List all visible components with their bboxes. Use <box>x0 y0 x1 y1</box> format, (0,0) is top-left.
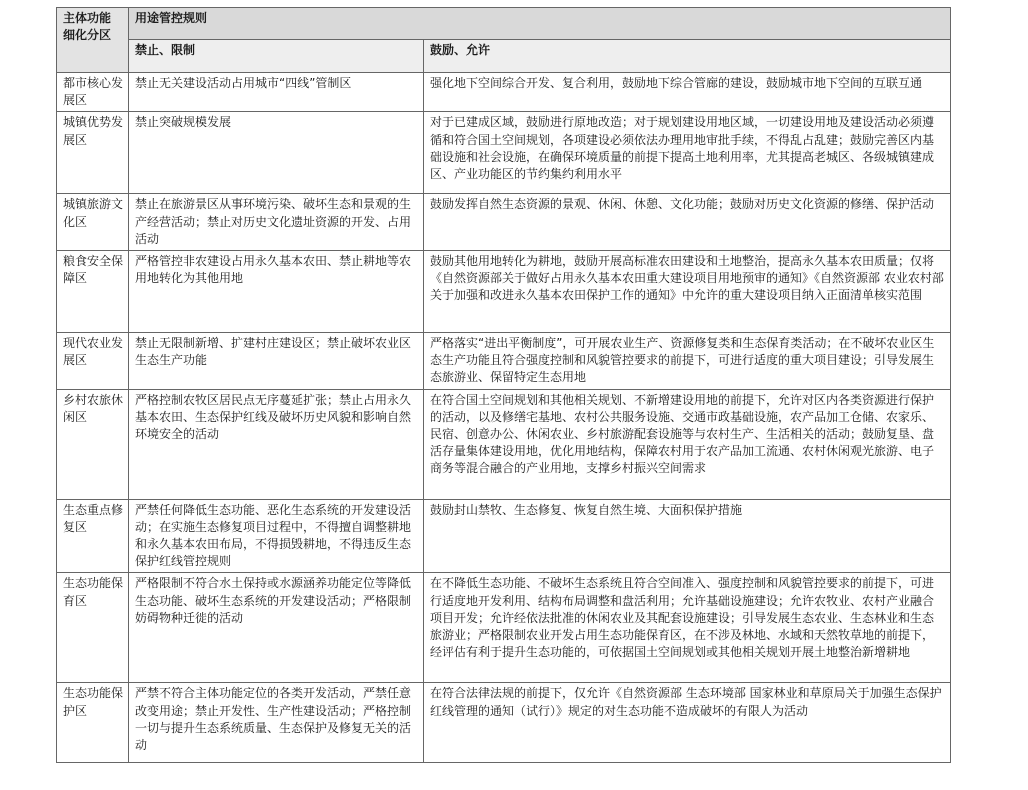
encourage-cell: 鼓励封山禁牧、生态修复、恢复自然生境、大面积保护措施 <box>424 499 951 573</box>
encourage-cell: 在符合国土空间规划和其他相关规划、不新增建设用地的前提下，允许对区内各类资源进行保护的活动，以及修缮宅基地、农村公共服务设施、交通市政基础设施，农产品加工仓储、农家乐、民宿、创意办公、休闲农业、乡村旅游配套设施等与农村生产、生活相关的活动；鼓励复垦、盘活存量集体建设用地，优化用地结构，保障农村用于农产品加工流通、农村休闲观光旅游、电子商务等混合融合的产业用地，支撑乡村振兴空间需求 <box>424 389 951 499</box>
header-prohibit-column: 禁止、限制 <box>129 40 424 73</box>
table-row <box>57 112 951 194</box>
header-zone-column <box>57 8 129 73</box>
prohibit-cell: 严禁任何降低生态功能、恶化生态系统的开发建设活动；在实施生态修复项目过程中，不得擅自调整耕地和永久基本农田布局，不得损毁耕地，不得违反生态保护红线管控规则 <box>129 499 424 573</box>
table-body <box>57 73 951 763</box>
encourage-cell: 对于已建成区域，鼓励进行原地改造；对于规划建设用地区域，一切建设用地及建设活动必须遵循和符合国土空间规划，各项建设必须依法办理用地审批手续，不得乱占乱建；鼓励完善区内基础设施和社会设施，在确保环境质量的前提下提高土地利用率，尤其提高老城区、各级城镇建成区、产业功能区的节约集约利用水平 <box>424 112 951 194</box>
header-row-sub <box>57 40 951 73</box>
header-encourage-column: 鼓励、允许 <box>424 40 951 73</box>
table-row <box>57 499 951 573</box>
table-row <box>57 333 951 390</box>
prohibit-cell: 严格控制农牧区居民点无序蔓延扩张；禁止占用永久基本农田、生态保护红线及破坏历史风貌和影响自然环境安全的活动 <box>129 389 424 499</box>
header-rules-title: 用途管控规则 <box>129 8 951 40</box>
table-row <box>57 573 951 683</box>
prohibit-cell: 禁止无关建设活动占用城市“四线”管制区 <box>129 73 424 112</box>
encourage-cell: 在符合法律法规的前提下，仅允许《自然资源部 生态环境部 国家林业和草原局关于加强生态保护红线管理的通知（试行）》规定的对生态功能不造成破坏的有限人为活动 <box>424 683 951 763</box>
table-row <box>57 251 951 333</box>
table-row <box>57 194 951 251</box>
zone-cell: 生态功能保护区 <box>57 683 129 763</box>
prohibit-cell: 严格限制不符合水土保持或水源涵养功能定位等降低生态功能、破坏生态系统的开发建设活动；严格限制妨碍物种迁徙的活动 <box>129 573 424 683</box>
zone-cell: 城镇旅游文化区 <box>57 194 129 251</box>
zone-cell: 生态重点修复区 <box>57 499 129 573</box>
prohibit-cell: 严格管控非农建设占用永久基本农田、禁止耕地等农用地转化为其他用地 <box>129 251 424 333</box>
encourage-cell: 强化地下空间综合开发、复合利用，鼓励地下综合管廊的建设，鼓励城市地下空间的互联互通 <box>424 73 951 112</box>
zone-cell: 都市核心发展区 <box>57 73 129 112</box>
header-row-top <box>57 8 951 40</box>
zone-cell: 粮食安全保障区 <box>57 251 129 333</box>
encourage-cell: 严格落实“进出平衡制度”，可开展农业生产、资源修复类和生态保育类活动；在不破坏农业区生态生产功能且符合强度控制和风貌管控要求的前提下，可进行适度的重大项目建设；引导发展生态旅游业、保留特定生态用地 <box>424 333 951 390</box>
prohibit-cell: 禁止无限制新增、扩建村庄建设区；禁止破坏农业区生态生产功能 <box>129 333 424 390</box>
prohibit-cell: 严禁不符合主体功能定位的各类开发活动，严禁任意改变用途；禁止开发性、生产性建设活动；严格控制一切与提升生态系统质量、生态保护及修复无关的活动 <box>129 683 424 763</box>
prohibit-cell: 禁止突破规模发展 <box>129 112 424 194</box>
header-zone-line2: 细化分区 <box>63 28 112 43</box>
zone-cell: 生态功能保育区 <box>57 573 129 683</box>
zone-cell: 城镇优势发展区 <box>57 112 129 194</box>
table-row <box>57 73 951 112</box>
header-zone-line1: 主体功能 <box>63 11 112 25</box>
table-row <box>57 683 951 763</box>
table-row <box>57 389 951 499</box>
prohibit-cell: 禁止在旅游景区从事环境污染、破坏生态和景观的生产经营活动；禁止对历史文化遗址资源的开发、占用活动 <box>129 194 424 251</box>
zone-cell: 乡村农旅休闲区 <box>57 389 129 499</box>
land-use-control-table <box>56 7 951 763</box>
zone-cell: 现代农业发展区 <box>57 333 129 390</box>
encourage-cell: 鼓励发挥自然生态资源的景观、休闲、休憩、文化功能；鼓励对历史文化资源的修缮、保护活动 <box>424 194 951 251</box>
encourage-cell: 在不降低生态功能、不破坏生态系统且符合空间准入、强度控制和风貌管控要求的前提下，可进行适度地开发利用、结构布局调整和盘活利用；允许基础设施建设；允许农牧业、农村产业融合项目开发；允许经依法批准的休闲农业及其配套设施建设；引导发展生态农业、生态林业和生态旅游业；严格限制农业开发占用生态功能保育区，在不涉及林地、水域和天然牧草地的前提下，经评估有利于提升生态功能的，可依据国土空间规划或其他相关规划开展土地整治新增耕地 <box>424 573 951 683</box>
encourage-cell: 鼓励其他用地转化为耕地，鼓励开展高标准农田建设和土地整治，提高永久基本农田质量；仅将《自然资源部关于做好占用永久基本农田重大建设项目用地预审的通知》《自然资源部 农业农村部关于加强和改进永久基本农田保护工作的通知》中允许的重大建设项目纳入正面清单核实范围 <box>424 251 951 333</box>
